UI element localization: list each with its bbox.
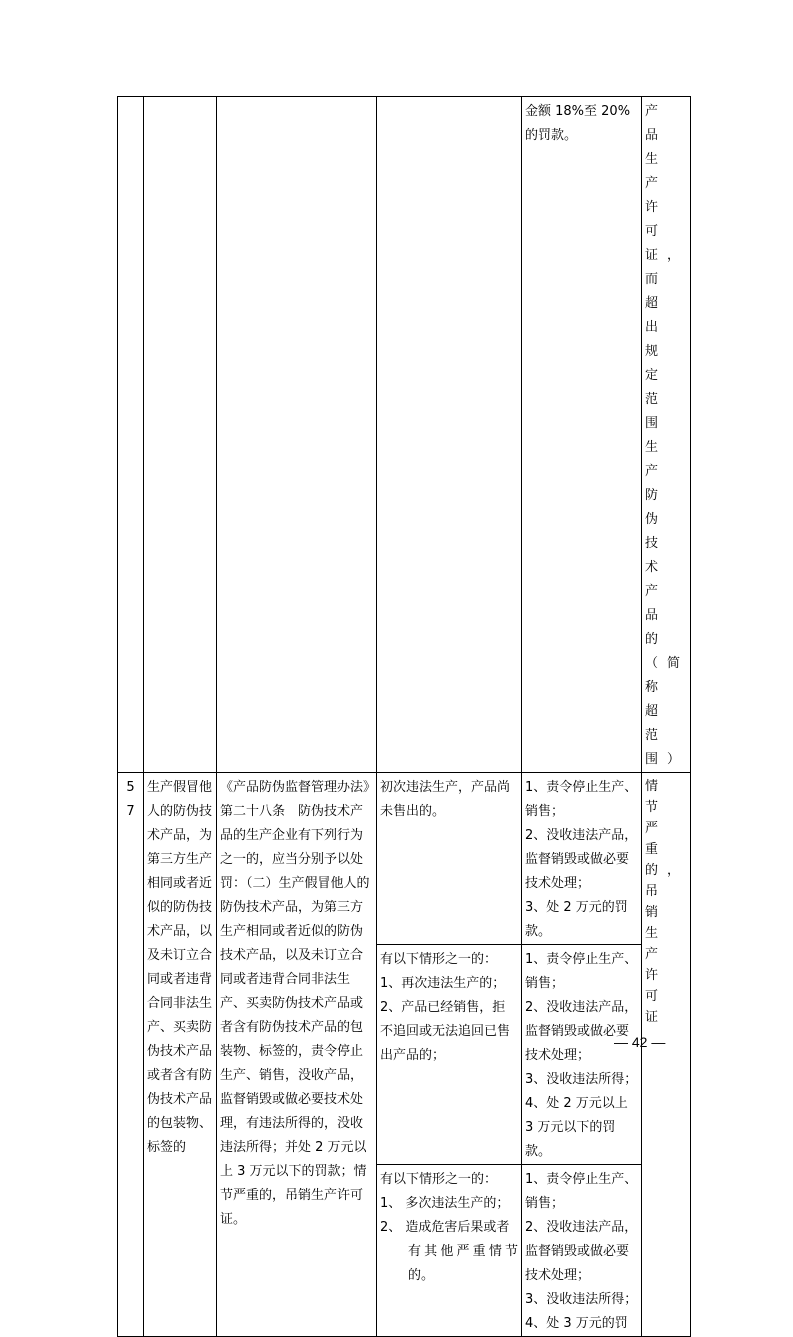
cell-legal-basis [217,97,377,773]
penalty-line: 1、责令停止生产、销售； [525,1172,638,1211]
cell-number [118,97,144,773]
cell-discretion: 产品生产许可证，而超出规定范围生产防伪技术产品的（简称超范围） [642,97,691,773]
cell-circumstance-tier-2 [377,945,522,1165]
cell-penalty: 金额 18%至 20%的罚款。 [522,97,642,773]
row-number-digit: 5 [126,780,135,795]
cell-discretion: 情节严重的，吊销生产许可证 [642,773,691,1337]
circumstance-line: 有其他严重情节的。 [408,1244,518,1283]
table-row-57 [118,773,691,945]
cell-violation: 生产假冒他人的防伪技术产品，为第三方生产相同或者近似的防伪技术产品，以及未订立合同或者违背合同非法生产、买卖防伪技术产品或者含有防伪技术产品的包装物、标签的 [144,773,217,1337]
cell-penalty-tier-2 [522,945,642,1165]
circumstance-line: 1、再次违法生产的； [380,976,506,991]
penalty-line: 4、处 3 万元的罚 [525,1316,628,1331]
penalty-line: 2、没收违法产品，监督销毁或做必要技术处理； [525,1220,638,1283]
penalty-line: 3、处 2 万元的罚款。 [525,900,628,939]
circumstance-line: 有以下情形之一的： [380,952,498,967]
table-row-continued [118,97,691,773]
circumstance-line: 2、 造成危害后果或者 [380,1220,510,1235]
cell-circumstance-tier-3 [377,1165,522,1337]
cell-penalty-tier-1 [522,773,642,945]
penalty-line: 3、没收违法所得； [525,1072,638,1087]
cell-penalty-tier-3 [522,1165,642,1337]
circumstance-line: 初次违法生产，产品尚未售出的。 [380,780,511,819]
cell-number [118,773,144,1337]
row-number-digit: 7 [126,804,135,819]
penalty-line: 2、没收违法产品，监督销毁或做必要技术处理； [525,1000,638,1063]
penalty-discretion-table [117,96,691,1337]
cell-violation [144,97,217,773]
circumstance-line: 有以下情形之一的： [380,1172,498,1187]
circumstance-line: 2、产品已经销售，拒不追回或无法追回已售出产品的； [380,1000,511,1063]
penalty-line: 2、没收违法产品，监督销毁或做必要技术处理； [525,828,638,891]
page-number: — 42 — [614,1034,666,1050]
penalty-line: 4、处 2 万元以上 3 万元以下的罚款。 [525,1096,628,1159]
cell-circumstance [377,97,522,773]
penalty-line: 1、责令停止生产、销售； [525,952,638,991]
cell-circumstance-tier-1 [377,773,522,945]
cell-legal-basis: 《产品防伪监督管理办法》第二十八条 防伪技术产品的生产企业有下列行为之一的，应当分别予以处罚：（二）生产假冒他人的防伪技术产品，为第三方生产相同或者近似的防伪技术产品，以及未订立合同或者违背合同非法生产、买卖防伪技术产品或者含有防伪技术产品的包装物、标签的，责令停止生产、销售，没收产品，监督销毁或做必要技术处理，有违法所得的，没收违法所得；并处 2 万元以上 3 万元以下的罚款；情节严重的，吊销生产许可证。 [217,773,377,1337]
circumstance-line: 1、 多次违法生产的； [380,1196,510,1211]
penalty-line: 1、责令停止生产、销售； [525,780,638,819]
penalty-line: 3、没收违法所得； [525,1292,638,1307]
